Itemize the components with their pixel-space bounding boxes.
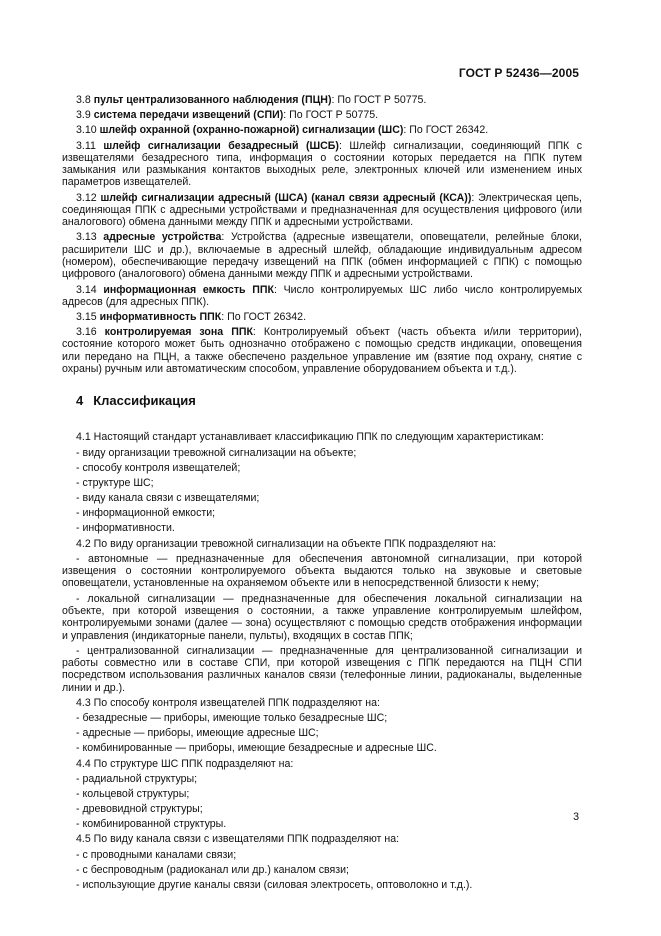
definition-3-14 <box>62 284 582 309</box>
list-4-3 <box>62 712 582 755</box>
definition-number: 3.14 <box>76 283 97 296</box>
definition-number: 3.13 <box>76 231 97 244</box>
clause-4-5: 4.5 По виду канала связи с извещателями ППК подразделяют на: <box>76 833 400 846</box>
list-4-4 <box>62 773 582 831</box>
definition-3-11 <box>62 140 582 189</box>
list-item: - безадресные — приборы, имеющие только безадресные ШС; <box>76 711 388 724</box>
definition-3-8 <box>62 94 582 106</box>
list-item: - использующие другие каналы связи (силовая электросеть, оптоволокно и т.д.). <box>76 879 473 892</box>
definition-text: : Контролируемый объект (часть объекта и/или территории), состояние которого может быть однозначно отображено с помощью средств индикации, оповещения или передано на ПЦН, а также обеспечено раздельное управление им (взятие под охрану, снятие с охраны) ручным или автоматическим способом, управление оборудованием объекта и т.д.). <box>62 326 582 376</box>
definition-number: 3.11 <box>76 139 96 152</box>
definition-term: шлейф сигнализации адресный (ШСА) (канал связи адресный (КСА)) <box>100 191 472 204</box>
definition-number: 3.15 <box>76 310 97 323</box>
definition-term: пульт централизованного наблюдения (ПЦН) <box>93 94 332 106</box>
definition-text: : Число контролируемых ШС либо число контролируемых адресов (для адресных ППК). <box>62 283 583 308</box>
list-item: - виду организации тревожной сигнализации на объекте; <box>76 446 357 459</box>
list-item: - адресные — приборы, имеющие адресные ШС; <box>76 727 319 740</box>
definition-3-12 <box>62 192 582 229</box>
list-item: - комбинированной структуры. <box>76 818 227 831</box>
section-title: Классификация <box>93 393 196 409</box>
clause-4-3: 4.3 По способу контроля извещателей ППК подразделяют на: <box>76 696 380 709</box>
definition-text: : По ГОСТ Р 50775. <box>283 109 379 122</box>
document-header: ГОСТ Р 52436—2005 <box>458 66 579 80</box>
list-item: - способу контроля извещателей; <box>76 461 241 474</box>
clause-4-2: 4.2 По виду организации тревожной сигнализации на объекте ППК подразделяют на: <box>76 537 497 550</box>
definition-3-16 <box>62 326 582 375</box>
definition-term: система передачи извещений (СПИ) <box>93 109 284 122</box>
definition-3-13 <box>62 231 582 280</box>
list-4-2 <box>62 553 582 694</box>
list-item: - с проводными каналами связи; <box>76 848 237 861</box>
list-item: - информационной емкости; <box>76 507 216 520</box>
definition-term: информационная емкость ППК <box>103 283 274 296</box>
definition-number: 3.16 <box>76 326 97 339</box>
definition-text: : Электрическая цепь, соединяющая ППК с адресными устройствами и предназначенная для осуществления цифрового (или аналогового) обмена данными между ППК и адресными устройствами. <box>62 191 582 229</box>
definition-term: контролируемая зона ППК <box>104 326 253 339</box>
section-heading <box>76 393 582 408</box>
document-body <box>62 94 582 894</box>
page-number: 3 <box>573 811 579 823</box>
section-number: 4 <box>76 393 84 409</box>
list-item: - автономные — предназначенные для обеспечения автономной сигнализации, при которой извещения о состоянии контролируемого объекта выдаются только на звуковые и световые оповещатели, установленные на охраняемом объекте или в непосредственной близости к нему; <box>62 552 582 590</box>
clause-4-1: 4.1 Настоящий стандарт устанавливает классификацию ППК по следующим характеристикам: <box>76 431 544 444</box>
definition-3-9 <box>62 109 582 121</box>
definition-term: информативность ППК <box>99 310 222 323</box>
definition-number: 3.10 <box>76 124 97 137</box>
list-item: - централизованной сигнализации — предназначенные для централизованной сигнализации и работы совместно или в составе СПИ, при которой извещения с ППК передаются на ПЦН СПИ посредством использования различных каналов связи (телефонные линии, радиоканалы, выделенные линии и др.). <box>62 644 582 694</box>
list-4-5 <box>62 849 582 892</box>
definition-3-15 <box>62 311 582 323</box>
definitions-list <box>62 94 582 375</box>
definition-text: : Шлейф сигнализации, соединяющий ППК с извещателями безадресного типа, информация о состоянии которых передается на ППК путем замыкания или размыкания контактов выходных реле, электронных ключей или изменением иных параметров извещателей. <box>62 139 582 189</box>
list-item: - информативности. <box>76 522 175 535</box>
definition-text: : По ГОСТ Р 50775. <box>331 94 427 106</box>
clause-4-4: 4.4 По структуре ШС ППК подразделяют на: <box>76 757 294 770</box>
definition-text: : По ГОСТ 26342. <box>403 124 489 137</box>
definition-term: адресные устройства <box>103 231 222 244</box>
definition-term: шлейф охранной (охранно-пожарной) сигнализации (ШС) <box>99 124 404 137</box>
list-item: - кольцевой структуры; <box>76 787 190 800</box>
definition-text: : По ГОСТ 26342. <box>221 310 307 323</box>
definition-number: 3.8 <box>76 94 91 106</box>
list-item: - структуре ШС; <box>76 476 154 489</box>
list-item: - виду канала связи с извещателями; <box>76 492 260 505</box>
list-item: - радиальной структуры; <box>76 772 198 785</box>
list-item: - древовидной структуры; <box>76 803 203 816</box>
list-4-1 <box>62 447 582 535</box>
definition-number: 3.9 <box>76 109 91 122</box>
definition-term: шлейф сигнализации безадресный (ШСБ) <box>103 139 339 152</box>
definition-text: : Устройства (адресные извещатели, оповещатели, релейные блоки, расширители ШС и др.), включаемые в адресный шлейф, обладающие индивидуальным адресом (номером), обеспечивающие передачу извещений на ППК (обмен информацией с ППК) с помощью цифрового (аналогового) обмена данными между ППК и адресными устройствами. <box>62 231 582 281</box>
list-item: - комбинированные — приборы, имеющие безадресные и адресные ШС. <box>76 742 437 755</box>
list-item: - с беспроводным (радиоканал или др.) каналом связи; <box>76 863 349 876</box>
definition-3-10 <box>62 124 582 136</box>
list-item: - локальной сигнализации — предназначенные для обеспечения локальной сигнализации на объекте, при которой извещения о состоянии, а также управление контролируемым шлейфом, контролируемыми зонами (далее — зона) осуществляют с помощью средств отображения информации и управления (индикаторные панели, пульты), входящих в состав ППК; <box>62 592 582 642</box>
definition-number: 3.12 <box>76 191 97 204</box>
